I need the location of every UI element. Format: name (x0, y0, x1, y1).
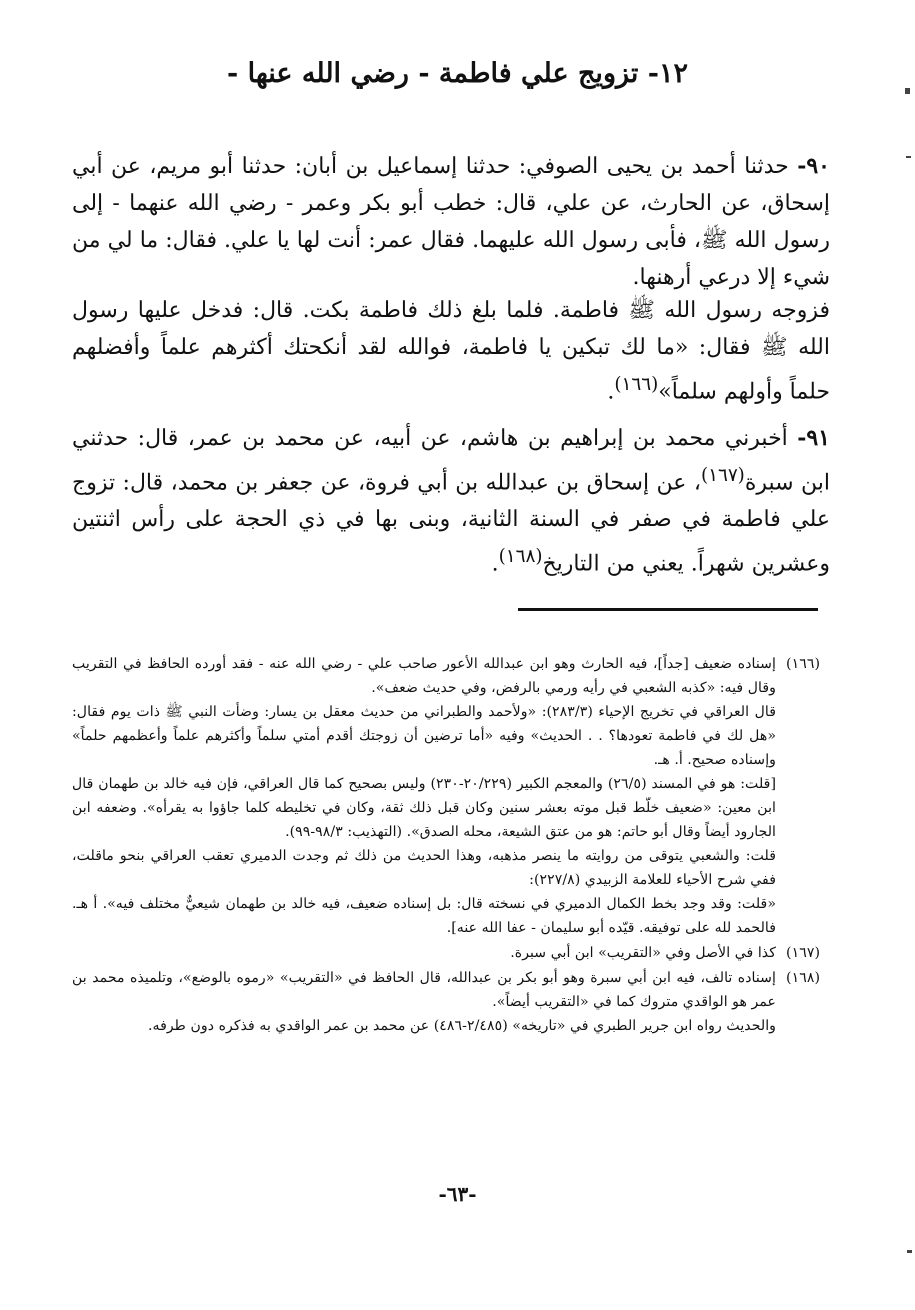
hadith-text: ، عن إسحاق بن عبدالله بن أبي فروة، عن جعفر بن محمد، قال: تزوج علي فاطمة في صفر في السنة الثانية، وبنى بها في ذي الحجة على رأس اثنتين وعشرين شهراً. يعني من التاريخ (72, 470, 830, 577)
hadith-90-continuation: فزوجه رسول الله ﷺ فاطمة. فلما بلغ ذلك فاطمة بكت. قال: فدخل عليها رسول الله ﷺ فقال: «ما لك تبكين يا فاطمة، فوالله لقد أنكحتك أكثرهم علماً وأفضلهم حلماً وأولهم سلماً»$^{(١٦٦)}$. (72, 298, 830, 405)
chapter-title: ١٢- تزويج علي فاطمة - رضي الله عنها - (226, 58, 689, 89)
scan-mark (905, 88, 910, 94)
hadith-text: فزوجه رسول الله ﷺ فاطمة. فلما بلغ ذلك فاطمة بكت. قال: فدخل عليها رسول الله ﷺ فقال: «ما لك تبكين يا فاطمة، فوالله لقد أنكحتك أكثرهم علماً وأفضلهم حلماً وأولهم سلماً» (72, 298, 830, 405)
footnote-paragraph: والحديث رواه ابن جرير الطبري في «تاريخه» (٢/٤٨٥-٤٨٦) عن محمد بن عمر الواقدي به فذكره دون طرفه. (147, 1018, 776, 1034)
footnote-paragraph: إسناده ضعيف [جداً]، فيه الحارث وهو ابن عبدالله الأعور صاحب علي - رضي الله عنه - فقد أورده الحافظ في التقريب وقال فيه: «كذبه الشعبي في رأيه ورمي بالرفض، وفي حديث ضعف». (72, 656, 776, 696)
footnote (72, 966, 820, 1038)
footnote-reference[interactable]: (١٦٦) (614, 374, 659, 395)
hadith-91-paragraph (72, 420, 830, 583)
footnotes-section (72, 652, 820, 1039)
footnote-paragraph: إسناده تالف، فيه ابن أبي سبرة وهو أبو بكر بن عبدالله، قال الحافظ في «التقريب» «رموه بالوضع»، وتلميذه محمد بن عمر هو الواقدي متروك كما في «التقريب أيضاً». (72, 970, 776, 1010)
footnote-paragraph: قلت: والشعبي يتوقى من روايته ما ينصر مذهبه، وهذا الحديث من ذلك ثم وجدت الدميري تعقب العراقي بنحو ماقلت، ففي شرح الأحياء للعلامة الزبيدي (٢٢٧/٨): (72, 848, 776, 888)
footnote-paragraph: قال العراقي في تخريج الإحياء (٢٨٣/٣): «ولأحمد والطبراني من حديث معقل بن يسار: وضأت النبي ﷺ ذات يوم فقال: «هل لك في فاطمة تعودها؟ . . الحديث» وفيه «أما ترضين أن زوجتك أقدم أمتي سلماً وأكثرهم علماً وأعظمهم حلماً» وإسناده صحيح. أ. هـ. (72, 704, 776, 768)
footnote (72, 941, 820, 965)
hadith-number: ٩١- (797, 425, 830, 451)
hadith-90-paragraph (72, 148, 830, 296)
footnote (72, 652, 820, 940)
footnote-reference[interactable]: (١٦٧) (700, 465, 745, 486)
hadith-text: . (491, 551, 499, 577)
footnote-number: (١٦٦) (786, 656, 820, 672)
footnote-number: (١٦٨) (786, 970, 820, 986)
scan-mark (907, 1250, 912, 1253)
hadith-text: أخبرني محمد بن إبراهيم بن هاشم، عن أبيه، عن محمد بن عمر، قال: حدثني ابن سبرة (72, 426, 830, 496)
footnote-number: (١٦٧) (786, 945, 820, 961)
scan-mark (906, 156, 911, 158)
footnote-reference[interactable]: (١٦٨) (498, 546, 543, 568)
hadith-text: حدثنا أحمد بن يحيى الصوفي: حدثنا إسماعيل بن أبان: حدثنا أبو مريم، عن أبي إسحاق، عن الحارث، عن علي، قال: خطب أبو بكر وعمر - رضي الله عنهما - إلى رسول الله ﷺ، فأبى رسول الله عليهما. فقال عمر: أنت لها يا علي. فقال: ما لي من شيء إلا درعي أرهنها. (72, 154, 830, 290)
footnote-paragraph: [قلت: هو في المسند (٢٦/٥) والمعجم الكبير (٢٠/٢٢٩-٢٣٠) وليس بصحيح كما قال العراقي، فإن فيه خالد بن طهمان قال ابن معين: «ضعيف خلّط قبل موته بعشر سنين وكان قبل ذلك ثقة، وكان في تخليطه كلما جاؤوا به يقرأه». وضعفه ابن الجارود أيضاً وقال أبو حاتم: هو من عتق الشيعة، محله الصدق». (التهذيب: ٩٨/٣-٩٩). (72, 776, 776, 840)
hadith-number: ٩٠- (797, 153, 830, 179)
footnote-paragraph: كذا في الأصل وفي «التقريب» ابن أبي سبرة. (510, 945, 776, 961)
page-number: -٦٣- (438, 1182, 477, 1206)
footnote-paragraph: «قلت: وقد وجد بخط الكمال الدميري في نسخته قال: بل إسناده ضعيف، فيه خالد بن طهمان شيعيٌّ مختلف فيه». أ هـ. فالحمد لله على توفيقه. قيّده أبو سليمان - عفا الله عنه]. (72, 896, 776, 936)
footnote-separator (518, 608, 818, 611)
